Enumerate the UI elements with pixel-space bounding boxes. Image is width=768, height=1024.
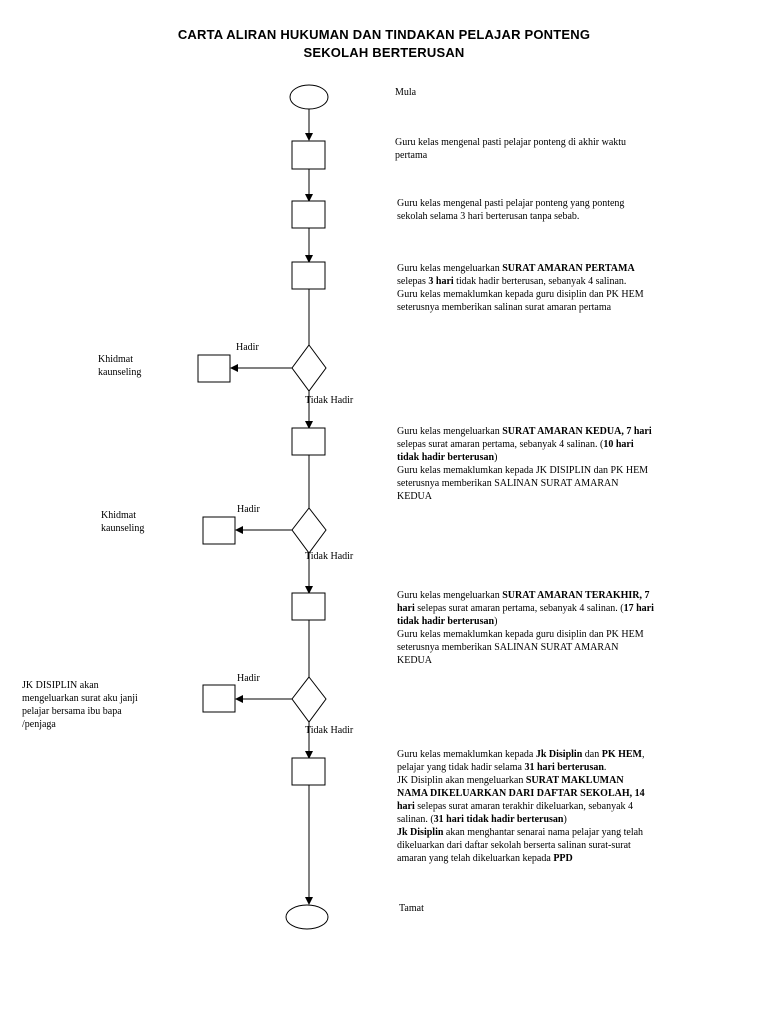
step-description-1 (395, 136, 715, 162)
bold-text: PPD (553, 853, 573, 864)
counseling-box-2 (203, 517, 235, 544)
text-run: ) (494, 616, 498, 627)
start-label: Mula (395, 87, 417, 98)
text-run: dikeluarkan dari daftar sekolah berserta salinan surat-surat (397, 840, 631, 851)
bold-text: SURAT AMARAN KEDUA, 7 hari (502, 426, 652, 437)
step-description-3 (397, 262, 717, 314)
bold-text: NAMA DIKELUARKAN DARI DAFTAR SEKOLAH, 14 (397, 788, 645, 799)
text-run: Guru kelas mengeluarkan (397, 426, 503, 437)
page-title-line-2: SEKOLAH BERTERUSAN (303, 45, 465, 60)
bold-text: tidak hadir berterusan (397, 616, 495, 627)
bold-text: SURAT AMARAN PERTAMA (502, 263, 635, 274)
step-description-2 (397, 197, 717, 223)
bold-text: PK HEM (601, 749, 642, 760)
description-line (397, 425, 737, 438)
text-run: akan menghantar senarai nama pelajar yang telah (443, 827, 644, 838)
description-line (397, 748, 737, 761)
description-line (397, 589, 737, 602)
text-run: selepas surat amaran pertama, sebanyak 4 salinan. ( (414, 603, 624, 614)
text-run: tidak hadir berterusan, sebanyak 4 salinan. (453, 276, 627, 287)
page-title-line-1: CARTA ALIRAN HUKUMAN DAN TINDAKAN PELAJAR PONTENG (177, 27, 591, 42)
text-run: ) (563, 814, 567, 825)
description-line (397, 839, 737, 852)
text-run: sekolah selama 3 hari berterusan tanpa sebab. (397, 211, 580, 222)
absent-label-2: Tidak Hadir (305, 551, 354, 562)
description-line (397, 301, 717, 314)
bold-text: Jk Disiplin (535, 749, 583, 760)
description-line (397, 275, 717, 288)
text-run: Guru kelas memaklumkan kepada guru disiplin dan PK HEM (397, 629, 644, 640)
text-run: KEDUA (397, 655, 432, 666)
bold-text: 3 hari (428, 276, 454, 287)
text-run: Guru kelas mengeluarkan (397, 590, 503, 601)
pledge-box (203, 685, 235, 712)
text-run: Guru kelas mengeluarkan (397, 263, 503, 274)
description-line (397, 477, 737, 490)
description-line (397, 288, 717, 301)
bold-text: 10 hari (603, 439, 634, 450)
bold-text: tidak hadir berterusan (397, 452, 495, 463)
present-label-3: Hadir (237, 673, 260, 684)
absent-label-3: Tidak Hadir (305, 725, 354, 736)
text-run: seterusnya memberikan SALINAN SURAT AMARAN (397, 642, 619, 653)
text-run: seterusnya memberikan salinan surat amaran pertama (397, 302, 612, 313)
bold-text: 31 hari tidak hadir berterusan (433, 814, 564, 825)
bold-text: SURAT MAKLUMAN (525, 775, 624, 786)
step-description-4 (397, 425, 737, 503)
text-run: pertama (395, 150, 428, 161)
text-run: Guru kelas memaklumkan kepada guru disiplin dan PK HEM (397, 289, 644, 300)
description-line (397, 464, 737, 477)
text-run: , (642, 749, 645, 760)
process-box-5 (292, 593, 325, 620)
description-line (397, 451, 737, 464)
start-terminal (290, 85, 328, 109)
description-line (395, 149, 715, 162)
process-box-6 (292, 758, 325, 785)
description-line (397, 262, 717, 275)
text-run: Guru kelas mengenal pasti pelajar ponteng yang ponteng (397, 198, 625, 209)
counseling-label-1: Khidmat kaunseling (98, 354, 142, 378)
description-line (397, 490, 737, 503)
text-run: selepas surat amaran pertama, sebanyak 4 salinan. ( (397, 439, 604, 450)
description-line (397, 852, 737, 865)
text-run: pelajar yang tidak hadir selama (397, 762, 525, 773)
text-run: salinan. ( (397, 814, 434, 825)
decision-diamond-2 (292, 508, 326, 553)
description-line (395, 136, 715, 149)
step-description-5 (397, 589, 737, 667)
description-line (397, 438, 737, 451)
text-run: . (603, 762, 607, 773)
process-box-3 (292, 262, 325, 289)
text-run: Guru kelas memaklumkan kepada (397, 749, 536, 760)
text-run: dan (582, 749, 602, 760)
end-label: Tamat (399, 903, 424, 914)
description-line (397, 654, 737, 667)
bold-text: hari (397, 603, 415, 614)
bold-text: 17 hari (623, 603, 654, 614)
text-run: seterusnya memberikan SALINAN SURAT AMARAN (397, 478, 619, 489)
text-run: Guru kelas mengenal pasti pelajar ponteng di akhir waktu (395, 137, 627, 148)
text-run: JK Disiplin akan mengeluarkan (397, 775, 526, 786)
description-line (397, 774, 737, 787)
text-run: selepas (397, 276, 429, 287)
description-line (397, 813, 737, 826)
text-run: Guru kelas memaklumkan kepada JK DISIPLIN dan PK HEM (397, 465, 649, 476)
present-label-2: Hadir (237, 504, 260, 515)
step-description-6 (397, 748, 737, 865)
bold-text: 31 hari berterusan (524, 762, 604, 773)
text-run: ) (494, 452, 498, 463)
description-line (397, 628, 737, 641)
decision-diamond-1 (292, 345, 326, 391)
text-run: selepas surat amaran terakhir dikeluarkan, sebanyak 4 (414, 801, 634, 812)
decision-diamond-3 (292, 677, 326, 722)
end-terminal (286, 905, 328, 929)
description-line (397, 602, 737, 615)
process-box-2 (292, 201, 325, 228)
bold-text: SURAT AMARAN TERAKHIR, 7 (502, 590, 650, 601)
description-line (397, 800, 737, 813)
absent-label-1: Tidak Hadir (305, 395, 354, 406)
bold-text: Jk Disiplin (397, 827, 444, 838)
pledge-label: JK DISIPLIN akan mengeluarkan surat aku janji pelajar bersama ibu bapa /penjaga (22, 680, 138, 730)
process-box-4 (292, 428, 325, 455)
text-run: amaran yang telah dikeluarkan kepada (397, 853, 554, 864)
process-box-1 (292, 141, 325, 169)
description-line (397, 761, 737, 774)
text-run: KEDUA (397, 491, 432, 502)
description-line (397, 641, 737, 654)
description-line (397, 197, 717, 210)
description-line (397, 826, 737, 839)
description-line (397, 615, 737, 628)
counseling-label-2: Khidmat kaunseling (101, 510, 145, 534)
description-line (397, 210, 717, 223)
present-label-1: Hadir (236, 342, 259, 353)
bold-text: hari (397, 801, 415, 812)
counseling-box-1 (198, 355, 230, 382)
description-line (397, 787, 737, 800)
